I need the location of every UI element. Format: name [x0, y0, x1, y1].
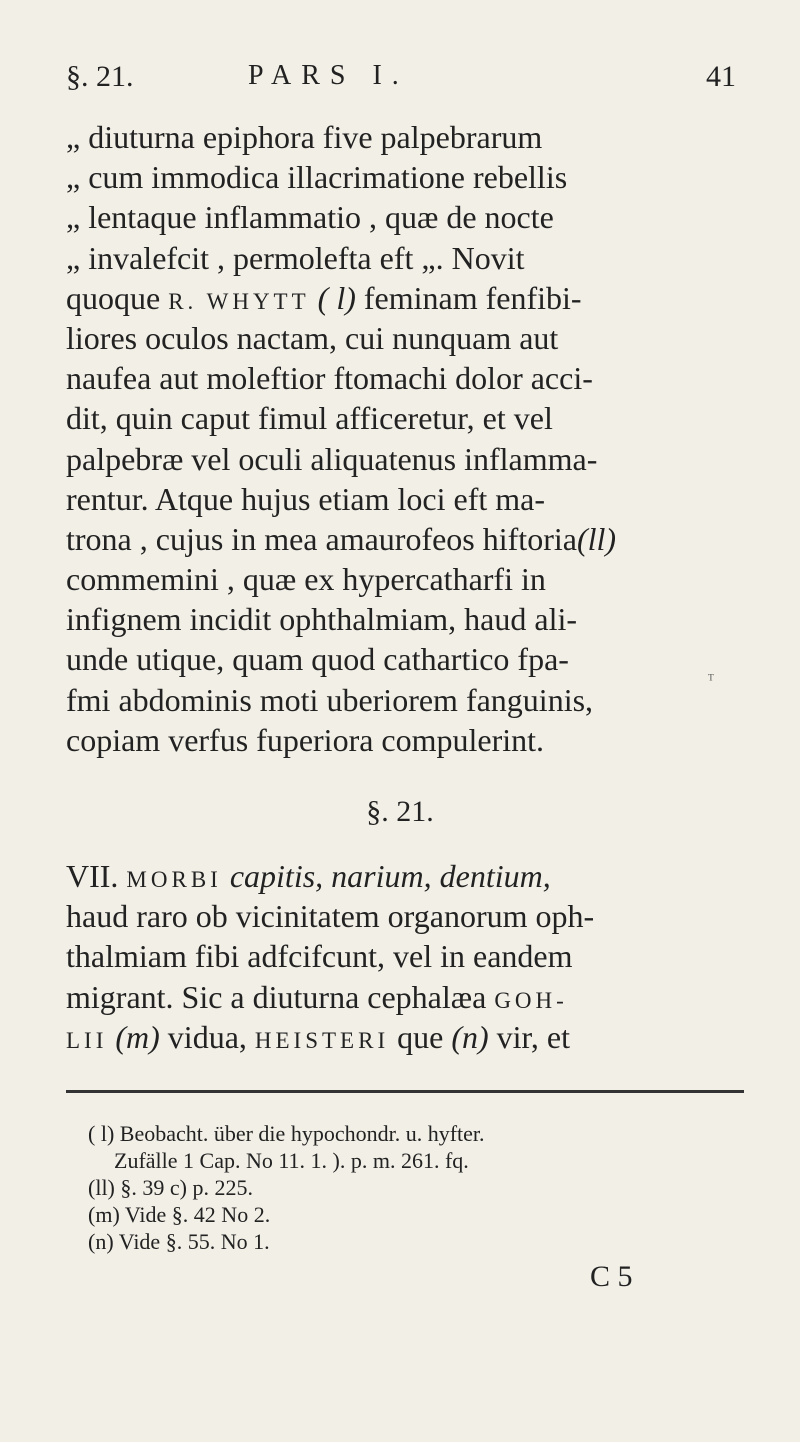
author-name: LII	[66, 1027, 108, 1053]
paragraph-2	[66, 856, 738, 1057]
text-line: naufea aut moleftior ftomachi dolor acci-	[66, 360, 593, 397]
footnote: (m) Vide §. 42 No 2.	[88, 1202, 271, 1227]
footnote-ref: ( l)	[317, 279, 356, 316]
small-caps-word: MORBI	[126, 867, 222, 892]
author-name: HEISTERI	[254, 1027, 390, 1053]
paragraph-1	[66, 117, 738, 760]
footnote: ( l) Beobacht. über die hypochondr. u. hyfter.	[88, 1121, 485, 1146]
footnote-ref: (n)	[451, 1018, 489, 1055]
text-line	[66, 977, 738, 1017]
footnote-ref: (m)	[115, 1018, 160, 1055]
italic-word: narium,	[331, 858, 432, 894]
footnote: (n) Vide §. 55. No 1.	[88, 1229, 270, 1254]
text-line	[66, 856, 738, 896]
text-line: copiam verfus fuperiora compulerint.	[66, 721, 545, 758]
footnote-rule	[66, 1090, 744, 1093]
text-line: infignem incidit ophthalmiam, haud ali-	[66, 601, 577, 638]
text-span: „ invalefcit , permolefta eft „.	[66, 239, 444, 276]
text-line: palpebræ vel oculi aliquatenus inflamma-	[66, 440, 598, 477]
signature-mark: C 5	[590, 1260, 633, 1293]
text-span: migrant. Sic a diuturna cephalæa	[66, 978, 487, 1015]
italic-word: capitis,	[229, 858, 324, 894]
text-line: fmi abdominis moti uberiorem fanguinis,	[66, 681, 594, 718]
footnote-ref: (ll)	[576, 520, 617, 557]
page-number: 41	[706, 60, 736, 93]
header-section: §. 21.	[66, 60, 134, 93]
section-heading: §. 21.	[366, 795, 434, 828]
text-span: Novit	[451, 239, 525, 276]
text-line: rentur. Atque hujus etiam loci eft ma-	[66, 480, 545, 517]
text-span: que	[397, 1018, 444, 1055]
text-line	[66, 1017, 738, 1057]
text-line	[66, 519, 738, 559]
header-pars: PARS I.	[248, 60, 409, 91]
author-name: R. WHYTT	[168, 288, 310, 314]
text-line	[66, 238, 738, 278]
author-name: GOH-	[494, 987, 568, 1013]
text-line: liores oculos nactam, cui nunquam aut	[66, 319, 559, 356]
text-line: commemini , quæ ex hypercatharfi in	[66, 561, 546, 598]
text-line	[66, 278, 738, 318]
text-span: vidua,	[167, 1018, 247, 1055]
margin-mark: ᵀ	[708, 672, 714, 689]
footnote-continuation: Zufälle 1 Cap. No 11. 1. ). p. m. 261. fq.	[114, 1148, 469, 1173]
text-span: trona , cujus in mea amaurofeos hiftoria	[66, 520, 577, 557]
running-header	[66, 60, 736, 100]
text-line: „ diuturna epiphora five palpebrarum	[66, 119, 543, 155]
italic-word: dentium,	[439, 858, 551, 894]
roman-numeral: VII.	[66, 858, 119, 894]
text-line: haud raro ob vicinitatem organorum oph-	[66, 898, 595, 935]
text-line: unde utique, quam quod cathartico fpa-	[66, 641, 569, 678]
footnotes	[88, 1120, 728, 1255]
text-span: feminam fenfibi-	[363, 279, 582, 316]
text-line: dit, quin caput fimul afficeretur, et vel	[66, 400, 553, 437]
text-line: „ cum immodica illacrimatione rebellis	[66, 159, 568, 196]
footnote: (ll) §. 39 c) p. 225.	[88, 1175, 253, 1200]
text-line: thalmiam fibi adfcifcunt, vel in eandem	[66, 938, 573, 975]
text-span: quoque	[66, 279, 161, 316]
text-span: vir, et	[496, 1018, 570, 1055]
text-line: „ lentaque inflammatio , quæ de nocte	[66, 199, 554, 236]
